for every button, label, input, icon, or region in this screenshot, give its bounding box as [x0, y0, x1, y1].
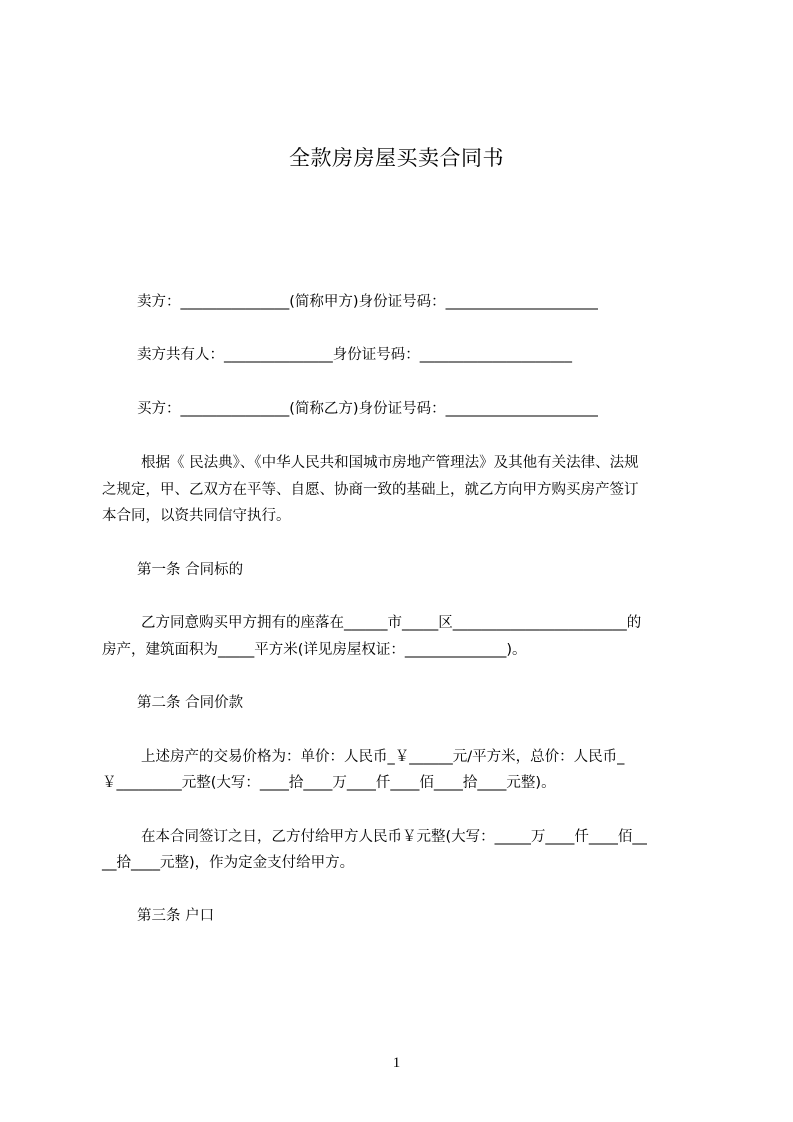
section-heading-3: 第三条 户口	[137, 908, 215, 924]
deposit-line-1: 在本合同签订之日，乙方付给甲方人民币￥元整(大写：_____万____仟____佰__	[141, 829, 647, 845]
intro-line-1: 根据《 民法典》、《中华人民共和国城市房地产管理法》及其他有关法律、法规	[141, 455, 639, 471]
section1-body-line-1: 乙方同意购买甲方拥有的座落在______市_____区________________________的	[141, 615, 642, 631]
intro-line-2: 之规定，甲、乙双方在平等、自愿、协商一致的基础上，就乙方向甲方购买房产签订	[102, 482, 639, 498]
section2-body-line-2: ￥_________元整(大写：____拾____万____仟____佰____拾____元整)。	[102, 775, 556, 791]
seller-line: 卖方：_______________(简称甲方)身份证号码：_____________________	[137, 294, 598, 310]
section-heading-1: 第一条 合同标的	[137, 562, 244, 578]
buyer-line: 买方：_______________(简称乙方)身份证号码：_____________________	[137, 401, 598, 417]
document-title: 全款房房屋买卖合同书	[289, 146, 504, 170]
section2-body-line-1: 上述房产的交易价格为：单价：人民币_￥______元/平方米，总价：人民币_	[141, 749, 625, 765]
section-heading-2: 第二条 合同价款	[137, 695, 244, 711]
deposit-line-2: __拾____元整)，作为定金支付给甲方。	[102, 855, 355, 871]
page-number: 1	[392, 1055, 401, 1071]
section1-body-line-2: 房产，建筑面积为_____平方米(详见房屋权证：______________)。	[102, 642, 527, 658]
intro-line-3: 本合同，以资共同信守执行。	[102, 508, 291, 524]
co-owner-line: 卖方共有人：_______________身份证号码：_____________________	[137, 347, 572, 363]
